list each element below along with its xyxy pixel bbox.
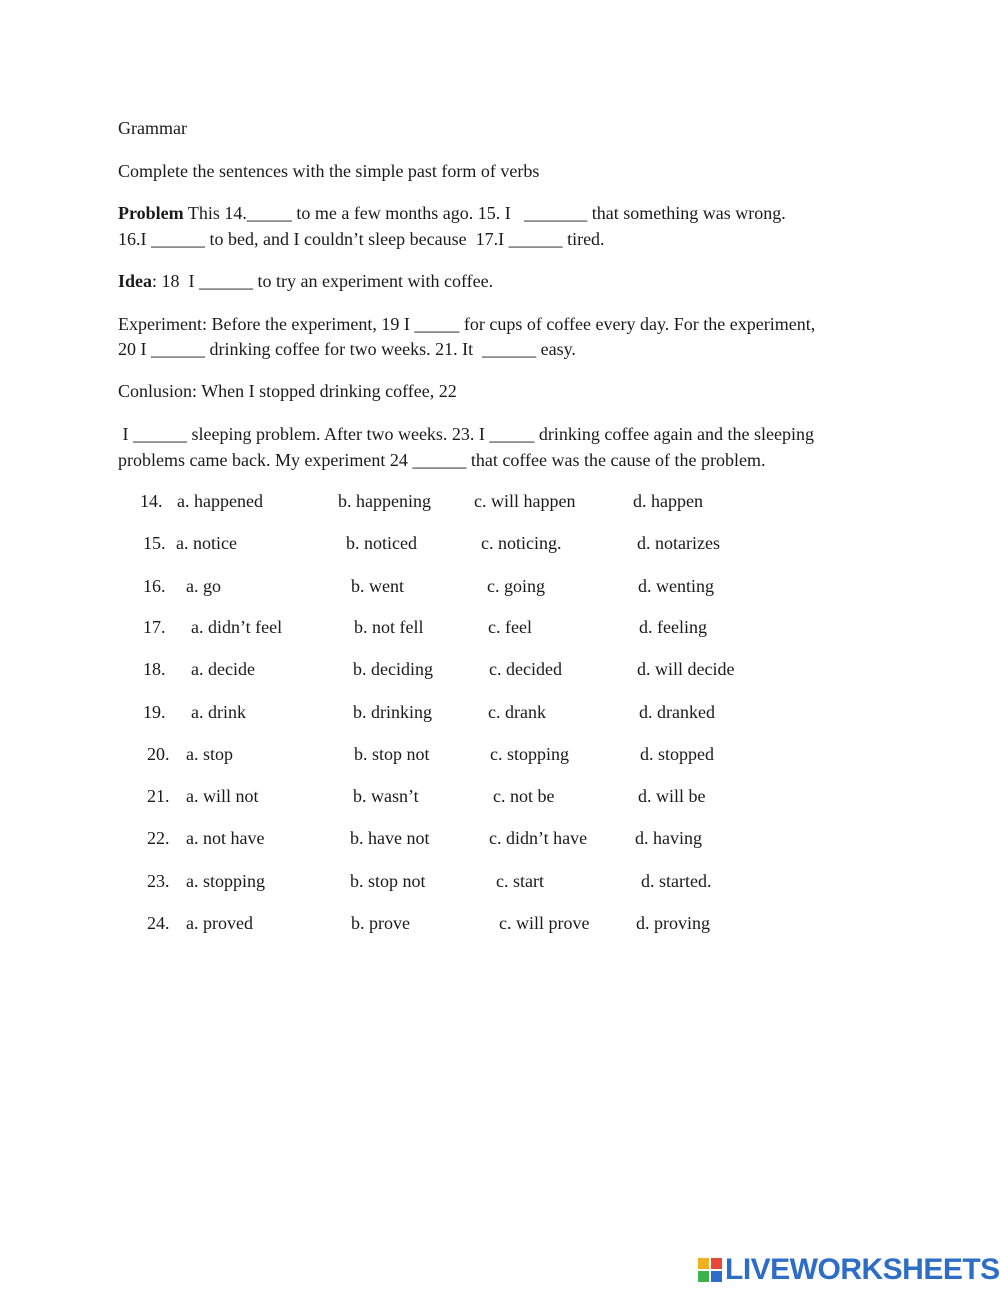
question-19 (0, 702, 1000, 726)
conclusion-line1: Conlusion: When I stopped drinking coffee, 22 (118, 381, 457, 401)
option-c[interactable]: c. didn’t have (489, 828, 588, 848)
question-18 (0, 659, 1000, 683)
option-b[interactable]: b. deciding (353, 659, 433, 679)
question-22 (0, 828, 1000, 852)
question-23 (0, 871, 1000, 895)
option-d[interactable]: d. started. (641, 871, 712, 891)
option-a[interactable]: a. drink (191, 702, 246, 722)
option-c[interactable]: c. drank (488, 702, 546, 722)
option-d[interactable]: d. wenting (638, 576, 714, 596)
option-a[interactable]: a. not have (186, 828, 265, 848)
option-c[interactable]: c. will prove (499, 913, 590, 933)
conclusion-line3: problems came back. My experiment 24 ______ that coffee was the cause of the problem. (118, 450, 766, 470)
option-a[interactable]: a. go (186, 576, 221, 596)
liveworksheets-logo (698, 1255, 1000, 1285)
option-b[interactable]: b. prove (351, 913, 410, 933)
question-15 (0, 533, 1000, 557)
question-number: 16. (143, 576, 166, 596)
option-a[interactable]: a. stopping (186, 871, 265, 891)
logo-block-l (698, 1258, 709, 1269)
option-b[interactable]: b. not fell (354, 617, 424, 637)
option-b[interactable]: b. wasn’t (353, 786, 419, 806)
experiment-line2: 20 I ______ drinking coffee for two weeks. 21. It ______ easy. (118, 339, 576, 359)
option-d[interactable]: d. happen (633, 491, 703, 511)
option-d[interactable]: d. will be (638, 786, 706, 806)
option-a[interactable]: a. decide (191, 659, 255, 679)
question-number: 15. (143, 533, 166, 553)
logo-text: LIVEWORKSHEETS (725, 1253, 1000, 1286)
logo-block-v (698, 1271, 709, 1282)
option-c[interactable]: c. decided (489, 659, 562, 679)
problem-label: Problem (118, 203, 184, 223)
option-b[interactable]: b. have not (350, 828, 430, 848)
question-number: 22. (147, 828, 170, 848)
idea-text: : 18 I ______ to try an experiment with coffee. (152, 271, 494, 291)
option-a[interactable]: a. will not (186, 786, 259, 806)
idea-label: Idea (118, 271, 153, 291)
question-number: 19. (143, 702, 166, 722)
option-c[interactable]: c. going (487, 576, 545, 596)
option-d[interactable]: d. dranked (639, 702, 715, 722)
option-c[interactable]: c. noticing. (481, 533, 562, 553)
question-21 (0, 786, 1000, 810)
logo-block-e (711, 1271, 722, 1282)
logo-block-i (711, 1258, 722, 1269)
page-title: Grammar (118, 118, 187, 138)
option-d[interactable]: d. feeling (639, 617, 707, 637)
option-b[interactable]: b. drinking (353, 702, 432, 722)
option-d[interactable]: d. notarizes (637, 533, 720, 553)
option-c[interactable]: c. feel (488, 617, 532, 637)
option-c[interactable]: c. will happen (474, 491, 576, 511)
question-number: 23. (147, 871, 170, 891)
experiment-line1: Experiment: Before the experiment, 19 I _____ for cups of coffee every day. For the experiment, (118, 314, 816, 334)
option-d[interactable]: d. stopped (640, 744, 714, 764)
problem-text: This 14._____ to me a few months ago. 15. I _______ that something was wrong. (183, 203, 786, 223)
question-24 (0, 913, 1000, 937)
option-c[interactable]: c. not be (493, 786, 555, 806)
option-a[interactable]: a. didn’t feel (191, 617, 283, 637)
option-d[interactable]: d. proving (636, 913, 710, 933)
option-b[interactable]: b. stop not (350, 871, 426, 891)
question-20 (0, 744, 1000, 768)
option-b[interactable]: b. went (351, 576, 404, 596)
question-16 (0, 576, 1000, 600)
instructions: Complete the sentences with the simple past form of verbs (118, 161, 540, 181)
option-b[interactable]: b. stop not (354, 744, 430, 764)
option-d[interactable]: d. having (635, 828, 702, 848)
question-14 (0, 491, 1000, 515)
problem-paragraph-line1 (118, 202, 786, 224)
question-17 (0, 617, 1000, 641)
option-a[interactable]: a. happened (177, 491, 263, 511)
conclusion-line2: I ______ sleeping problem. After two weeks. 23. I _____ drinking coffee again and the sleeping (118, 424, 814, 444)
option-a[interactable]: a. notice (176, 533, 237, 553)
question-number: 20. (147, 744, 170, 764)
problem-paragraph-line2: 16.I ______ to bed, and I couldn’t sleep because 17.I ______ tired. (118, 229, 605, 249)
option-b[interactable]: b. noticed (346, 533, 417, 553)
option-b[interactable]: b. happening (338, 491, 431, 511)
question-number: 18. (143, 659, 166, 679)
option-c[interactable]: c. start (496, 871, 544, 891)
idea-paragraph (118, 270, 493, 292)
option-a[interactable]: a. proved (186, 913, 253, 933)
option-a[interactable]: a. stop (186, 744, 233, 764)
question-number: 17. (143, 617, 166, 637)
question-number: 14. (140, 491, 163, 511)
question-number: 24. (147, 913, 170, 933)
option-c[interactable]: c. stopping (490, 744, 569, 764)
logo-blocks-icon (698, 1258, 722, 1282)
question-number: 21. (147, 786, 170, 806)
option-d[interactable]: d. will decide (637, 659, 735, 679)
